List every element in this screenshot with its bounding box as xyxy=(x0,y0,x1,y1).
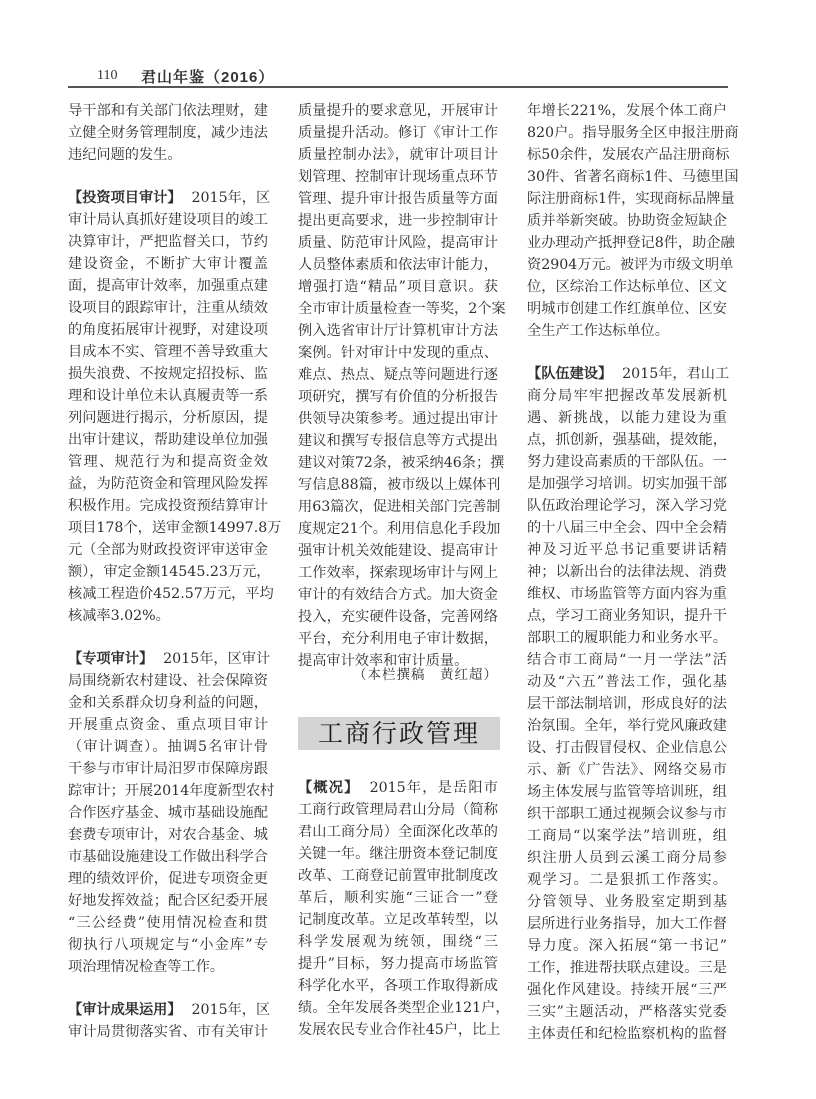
text-content: 积极作用。完成投资预结算审计 xyxy=(68,498,268,514)
text-line xyxy=(298,953,498,975)
text-line xyxy=(527,693,727,715)
text-content: 开展重点资金、重点项目审计 xyxy=(68,717,268,733)
text-line xyxy=(527,210,727,232)
text-content: 质量提升活动。修订《审计工作 xyxy=(298,125,498,141)
text-line xyxy=(527,561,727,583)
text-line xyxy=(527,583,727,605)
text-content: 建设资金，不断扩大审计覆盖 xyxy=(68,256,268,272)
text-content: 全市审计质量检查一等奖，2个案 xyxy=(298,301,506,317)
text-content: 示、新《广告法》、网络交易市 xyxy=(527,762,727,778)
text-content: 结合市工商局“一月一学法”活 xyxy=(527,652,727,668)
text-content: 提出更高要求，进一步控制审计 xyxy=(298,213,498,229)
text-line xyxy=(68,144,268,166)
text-content: 项目178个，送审金额14997.8万 xyxy=(68,520,282,536)
text-content: 场主体发展与监管等培训班，组 xyxy=(527,784,727,800)
text-content: 面，提高审计效率，加强重点建 xyxy=(68,278,268,294)
text-content: 神及习近平总书记重要讲话精 xyxy=(527,542,727,558)
text-content: 维权、市场监管等方面内容为重 xyxy=(527,586,727,602)
text-content: 队伍政治理论学习，深入学习党 xyxy=(527,498,727,514)
text-line xyxy=(527,913,727,935)
text-line xyxy=(68,758,268,780)
text-content: 额），审定金额14545.23万元， xyxy=(68,564,271,580)
text-content: 治氛围。全年，举行党风廉政建 xyxy=(527,718,727,734)
middle-column-section xyxy=(298,777,510,1041)
text-line xyxy=(527,320,727,342)
text-content: 2015年，君山工 xyxy=(622,366,730,382)
text-line xyxy=(298,562,498,584)
text-line xyxy=(298,1019,501,1041)
text-content: 科学发展观为统领，围绕“三 xyxy=(298,934,498,950)
text-line xyxy=(527,254,734,276)
text-content: 列问题进行揭示，分析原因，提 xyxy=(68,410,268,426)
text-line xyxy=(68,517,282,539)
text-content: 质并举新突破。协助资金短缺企 xyxy=(527,213,727,229)
text-content: 观学习。二是狠抓工作落实。 xyxy=(527,872,727,888)
text-content: 织干部职工通过视频会议参与市 xyxy=(527,806,727,822)
text-line xyxy=(527,429,727,451)
text-content: 核减工程造价452.57万元，平均 xyxy=(68,586,274,602)
text-content: 遇、新挑战，以能力建设为重 xyxy=(527,410,727,426)
text-line xyxy=(68,1021,268,1043)
text-line xyxy=(298,496,501,518)
text-line xyxy=(298,518,501,540)
text-line xyxy=(68,209,268,231)
text-line xyxy=(527,979,727,1001)
text-content: 核减率3.02%。 xyxy=(68,608,170,624)
text-line xyxy=(527,605,727,627)
text-line xyxy=(298,909,498,931)
text-line xyxy=(68,319,268,341)
text-line xyxy=(527,166,739,188)
text-line xyxy=(527,1001,727,1023)
section-heading: 【审计成果运用】 xyxy=(68,1002,182,1018)
text-line xyxy=(68,297,268,319)
text-content: 2015年，区审计 xyxy=(163,651,271,667)
text-content: 神；以新出台的法律法规、消费 xyxy=(527,564,727,580)
text-content: 元（全部为财政投资评审送审金 xyxy=(68,542,268,558)
text-content: 绩。全年发展各类型企业121户， xyxy=(298,1000,510,1016)
text-line xyxy=(298,100,498,122)
text-content: 市基础设施建设工作做出科学合 xyxy=(68,849,268,865)
text-line xyxy=(298,430,498,452)
text-line xyxy=(68,692,268,714)
text-line xyxy=(68,780,275,802)
text-content: 科学化水平，各项工作取得新成 xyxy=(298,978,498,994)
text-line xyxy=(527,298,727,320)
text-line xyxy=(68,846,268,868)
text-line xyxy=(68,451,268,473)
text-content: 平台，充分利用电子审计数据， xyxy=(298,631,498,647)
left-column xyxy=(68,100,282,1043)
text-content: 出审计建议，帮助建设单位加强 xyxy=(68,432,268,448)
paragraph-gap xyxy=(68,166,268,187)
text-content: 导干部和有关部门依法理财，建 xyxy=(68,103,268,119)
text-content: 主体责任和纪检监察机构的监督 xyxy=(527,1026,727,1042)
text-content: 质量提升的要求意见，开展审计 xyxy=(298,103,498,119)
text-line xyxy=(298,232,498,254)
text-line xyxy=(298,276,498,298)
text-content: 审计的有效结合方式。加大资金 xyxy=(298,587,498,603)
text-content: 增强打造“精品”项目意识。获 xyxy=(298,279,498,295)
text-content: 的角度拓展审计视野，对建设项 xyxy=(68,322,268,338)
text-line xyxy=(298,975,498,997)
text-content: 改革、工商登记前置审批制度改 xyxy=(298,868,498,884)
text-content: 商分局牢牢把握改革发展新机 xyxy=(527,388,727,404)
text-content: 决算审计，严把监督关口，节约 xyxy=(68,234,268,250)
author-signature: （本栏撰稿 黄红超） xyxy=(353,667,498,683)
text-content: 际注册商标1件，实现商标品牌量 xyxy=(527,191,735,207)
text-content: 发展农民专业合作社45户，比上 xyxy=(298,1022,501,1038)
text-content: 层干部法制培训，形成良好的法 xyxy=(527,696,727,712)
text-content: 质量控制办法》，就审计项目计 xyxy=(298,147,498,163)
text-content: 建议和撰写专报信息等方式提出 xyxy=(298,433,498,449)
text-content: 2015年，区 xyxy=(191,190,271,206)
text-line xyxy=(527,188,735,210)
text-content: 君山工商分局）全面深化改革的 xyxy=(298,824,498,840)
text-line xyxy=(298,931,498,953)
text-content: 套费专项审计，对农合基金、城 xyxy=(68,827,268,843)
text-content: 标50余件，发展农产品注册商标 xyxy=(527,147,730,163)
text-line xyxy=(68,253,268,275)
text-content: 导力度。深入拓展“第一书记” xyxy=(527,938,727,954)
text-content: 资2904万元。被评为市级文明单 xyxy=(527,257,734,273)
text-line xyxy=(298,628,498,650)
text-line xyxy=(298,843,498,865)
text-line xyxy=(298,540,498,562)
text-line xyxy=(298,452,505,474)
text-line xyxy=(68,122,268,144)
text-line xyxy=(298,821,498,843)
text-line xyxy=(68,429,268,451)
text-line xyxy=(68,407,268,429)
text-content: 划管理、控制审计现场重点环节 xyxy=(298,169,498,185)
text-line xyxy=(527,363,730,385)
text-content: 织注册人员到云溪工商分局参 xyxy=(527,850,727,866)
text-line xyxy=(527,825,727,847)
text-line xyxy=(298,320,498,342)
text-content: 工商行政管理局君山分局（简称 xyxy=(298,802,498,818)
text-line xyxy=(527,539,727,561)
text-line xyxy=(68,495,268,517)
text-line xyxy=(68,341,268,363)
text-content: 明城市创建工作红旗单位、区安 xyxy=(527,301,727,317)
text-line xyxy=(68,583,274,605)
text-line xyxy=(527,144,730,166)
text-content: 强化作风建设。持续开展“三严 xyxy=(527,982,727,998)
text-line xyxy=(68,890,268,912)
text-content: 踪审计；开展2014年度新型农村 xyxy=(68,783,275,799)
text-content: 30件、省著名商标1件、马德里国 xyxy=(527,169,739,185)
text-line xyxy=(68,648,271,670)
text-line xyxy=(68,385,268,407)
text-content: 管理、提升审计报告质量等方面 xyxy=(298,191,498,207)
text-content: 理的绩效评价，促进专项资金更 xyxy=(68,871,268,887)
text-line xyxy=(298,254,498,276)
section-heading: 【概况】 xyxy=(298,780,360,796)
text-line xyxy=(527,385,727,407)
text-content: 例入选省审计厅计算机审计方法 xyxy=(298,323,498,339)
text-content: 全生产工作达标单位。 xyxy=(527,323,669,339)
text-line xyxy=(527,451,727,473)
text-content: 业办理动产抵押登记8件，助企融 xyxy=(527,235,735,251)
text-content: 位，区综治工作达标单位、区文 xyxy=(527,279,727,295)
text-line xyxy=(68,670,268,692)
text-content: 项治理情况检查等工作。 xyxy=(68,959,225,975)
text-content: 写信息88篇，被市级以上媒体刊 xyxy=(298,477,501,493)
text-line xyxy=(527,759,727,781)
text-line xyxy=(527,803,727,825)
text-content: 点，学习工商业务知识，提升干 xyxy=(527,608,727,624)
page-number: 110 xyxy=(97,68,118,83)
text-content: 是加强学习培训。切实加强干部 xyxy=(527,476,727,492)
text-line xyxy=(527,891,727,913)
text-line xyxy=(298,144,498,166)
text-content: 分管领导、业务股室定期到基 xyxy=(527,894,727,910)
text-line xyxy=(68,275,268,297)
text-content: （审计调查）。抽调5名审计骨 xyxy=(68,739,268,755)
text-line xyxy=(68,539,268,561)
text-line xyxy=(527,957,727,979)
text-line xyxy=(527,649,727,671)
text-content: 强审计机关效能建设、提高审计 xyxy=(298,543,498,559)
text-line xyxy=(527,737,727,759)
text-line xyxy=(68,802,268,824)
paragraph-gap xyxy=(68,627,268,648)
text-line xyxy=(68,363,268,385)
text-line xyxy=(68,824,268,846)
text-line xyxy=(68,868,268,890)
text-line xyxy=(68,956,268,978)
text-content: 工商局“以案学法”培训班，组 xyxy=(527,828,727,844)
text-line xyxy=(527,407,727,429)
text-content: 合作医疗基金、城市基础设施配 xyxy=(68,805,268,821)
text-content: 案例。针对审计中发现的重点、 xyxy=(298,345,498,361)
text-line xyxy=(298,386,498,408)
text-line xyxy=(527,473,727,495)
text-content: 提升”目标，努力提高市场监管 xyxy=(298,956,498,972)
text-line xyxy=(298,865,498,887)
text-content: 部职工的履职能力和业务水平。 xyxy=(527,630,727,646)
text-line xyxy=(298,298,506,320)
text-content: 益，为防范资金和管理风险发挥 xyxy=(68,476,268,492)
text-content: 好地发挥效益；配合区纪委开展 xyxy=(68,893,268,909)
text-line xyxy=(298,584,498,606)
text-content: 革后，顺利实施“三证合一”登 xyxy=(298,890,498,906)
text-content: 点，抓创新，强基础，提效能， xyxy=(527,432,727,448)
text-line xyxy=(298,188,498,210)
text-content: 努力建设高素质的干部队伍。一 xyxy=(527,454,727,470)
text-content: 工作，推进帮扶联点建设。三是 xyxy=(527,960,727,976)
text-line xyxy=(298,997,510,1019)
text-line xyxy=(527,847,727,869)
text-line xyxy=(527,232,735,254)
text-content: 违纪问题的发生。 xyxy=(68,147,182,163)
running-header-title: 君山年鉴（2016） xyxy=(141,69,275,86)
text-line xyxy=(527,100,727,122)
text-content: 年增长221%，发展个体工商户 xyxy=(527,103,727,119)
text-content: 审计局贯彻落实省、市有关审计 xyxy=(68,1024,268,1040)
text-content: 动及“六五”普法工作，强化基 xyxy=(527,674,727,690)
text-content: 难点、热点、疑点等问题进行逐 xyxy=(298,367,498,383)
text-content: 层所进行业务指导，加大工作督 xyxy=(527,916,727,932)
text-content: 记制度改革。立足改革转型，以 xyxy=(298,912,498,928)
header-rule xyxy=(68,86,728,88)
text-line xyxy=(298,166,498,188)
text-line xyxy=(527,671,727,693)
text-content: 提高审计效率和审计质量。 xyxy=(298,653,469,669)
text-content: 设、打击假冒侵权、企业信息公 xyxy=(527,740,727,756)
text-line xyxy=(68,473,268,495)
text-line xyxy=(68,714,268,736)
section-banner: 工商行政管理 xyxy=(298,717,500,750)
text-line xyxy=(68,561,271,583)
text-line xyxy=(298,606,498,628)
text-content: 局围绕新农村建设、社会保障资 xyxy=(68,673,268,689)
text-content: 三实”主题活动，严格落实党委 xyxy=(527,1004,727,1020)
text-content: 理和设计单位未认真履责等一系 xyxy=(68,388,268,404)
text-content: 干参与市审计局汨罗市保障房跟 xyxy=(68,761,268,777)
text-line xyxy=(527,869,727,891)
right-column xyxy=(527,100,739,1045)
text-line xyxy=(527,517,727,539)
text-content: 金和关系群众切身利益的问题， xyxy=(68,695,268,711)
text-line xyxy=(68,100,268,122)
text-content: 的十八届三中全会、四中全会精 xyxy=(527,520,727,536)
text-line xyxy=(527,1023,727,1045)
paragraph-gap xyxy=(68,978,268,999)
text-content: 工作效率，探索现场审计与网上 xyxy=(298,565,498,581)
text-line xyxy=(527,122,739,144)
section-heading: 【投资项目审计】 xyxy=(68,190,182,206)
text-content: 建议对策72条，被采纳46条；撰 xyxy=(298,455,505,471)
text-content: “三公经费”使用情况检查和贯 xyxy=(68,915,268,931)
text-content: 管理、规范行为和提高资金效 xyxy=(68,454,268,470)
section-heading: 【队伍建设】 xyxy=(527,366,613,382)
text-line xyxy=(298,777,498,799)
text-content: 2015年，区 xyxy=(191,1002,271,1018)
text-line xyxy=(298,342,498,364)
text-line xyxy=(68,736,268,758)
text-line xyxy=(298,210,498,232)
paragraph-gap xyxy=(527,342,727,363)
text-line xyxy=(68,187,271,209)
text-line xyxy=(298,887,498,909)
text-line xyxy=(298,364,498,386)
text-content: 设项目的跟踪审计，注重从绩效 xyxy=(68,300,268,316)
text-line xyxy=(527,715,727,737)
text-content: 项研究，撰写有价值的分析报告 xyxy=(298,389,498,405)
text-line xyxy=(298,122,498,144)
text-content: 损失浪费、不按规定招投标、监 xyxy=(68,366,268,382)
text-content: 质量、防范审计风险，提高审计 xyxy=(298,235,498,251)
text-line xyxy=(527,627,727,649)
middle-column xyxy=(298,100,506,672)
text-line xyxy=(298,408,498,430)
text-content: 审计局认真抓好建设项目的竣工 xyxy=(68,212,268,228)
text-line xyxy=(527,781,727,803)
text-content: 关键一年。继注册资本登记制度 xyxy=(298,846,498,862)
text-line xyxy=(68,912,268,934)
text-line xyxy=(527,276,727,298)
text-content: 彻执行八项规定与“小金库”专 xyxy=(68,937,268,953)
text-line xyxy=(68,934,268,956)
text-content: 820户。指导服务全区申报注册商 xyxy=(527,125,739,141)
text-content: 2015年，是岳阳市 xyxy=(369,780,498,796)
text-content: 目成本不实、管理不善导致重大 xyxy=(68,344,268,360)
text-line xyxy=(527,495,727,517)
text-content: 供领导决策参考。通过提出审计 xyxy=(298,411,498,427)
text-line xyxy=(298,474,501,496)
text-content: 人员整体素质和依法审计能力， xyxy=(298,257,498,273)
text-line xyxy=(68,999,271,1021)
text-line xyxy=(527,935,727,957)
text-content: 用63篇次，促进相关部门完善制 xyxy=(298,499,501,515)
text-line xyxy=(68,231,268,253)
text-content: 立健全财务管理制度，减少违法 xyxy=(68,125,268,141)
text-content: 投入，充实硬件设备，完善网络 xyxy=(298,609,498,625)
text-content: 度规定21个。利用信息化手段加 xyxy=(298,521,501,537)
text-line xyxy=(68,605,268,627)
text-line xyxy=(298,799,498,821)
section-heading: 【专项审计】 xyxy=(68,651,154,667)
